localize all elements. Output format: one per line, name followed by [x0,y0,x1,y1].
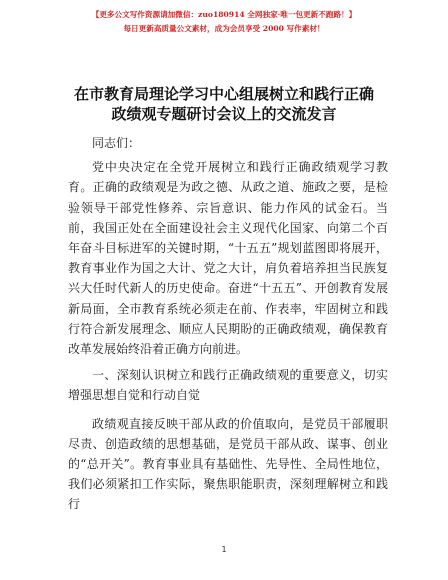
paragraph-section-1: 政绩观直接反映干部从政的价值取向，是党员干部履职尽责、创造政绩的思想基础，是党员干部从政、谋事、创业的“总开关”。教育事业具有基础性、先导性、全局性地位，我们必须紧扣工作实际，聚焦职能职责，深刻理解树立和践行 [68,416,388,512]
promo-banner-line2: 每日更新高质量公文素材，成为会员享受 2000 写作素材！ [123,24,325,33]
promo-banner-line1: 【更多公文写作资源请加微信：zuo180914 全网独家·唯一包更新不跑路！】 [91,10,357,19]
section-heading-1: 一、深刻认识树立和践行正确政绩观的重要意义，切实增强思想自觉和行动自觉 [68,368,388,403]
document-title-line2: 政绩观专题研讨会议上的交流发言 [111,105,337,123]
page-number: 1 [221,545,227,554]
document-title-line1: 在市教育局理论学习中心组展树立和践行正确 [73,85,374,103]
promo-banner [0,10,448,34]
document-body [68,133,388,515]
document-title [40,84,408,124]
paragraph-intro: 党中央决定在全党开展树立和践行正确政绩观学习教育。正确的政绩观是为政之德、从政之道、施政之要，是检验领导干部党性修养、宗旨意识、能力作风的试金石。当前，我国正处在全面建设社会主义现代化国家、向第二个百年奋斗目标进军的关键时期，“十五五”规划蓝图即将展开，教育事业作为国之大计、党之大计，肩负着培养担当民族复兴大任时代新人的历史使命。奋进“十五五”、开创教育发展新局面，全市教育系统必须走在前、作表率，牢固树立和践行符合新发展理念、顺应人民期盼的正确政绩观，确保教育改革发展始终沿着正确方向前进。 [68,160,388,357]
salutation: 同志们： [92,136,141,150]
